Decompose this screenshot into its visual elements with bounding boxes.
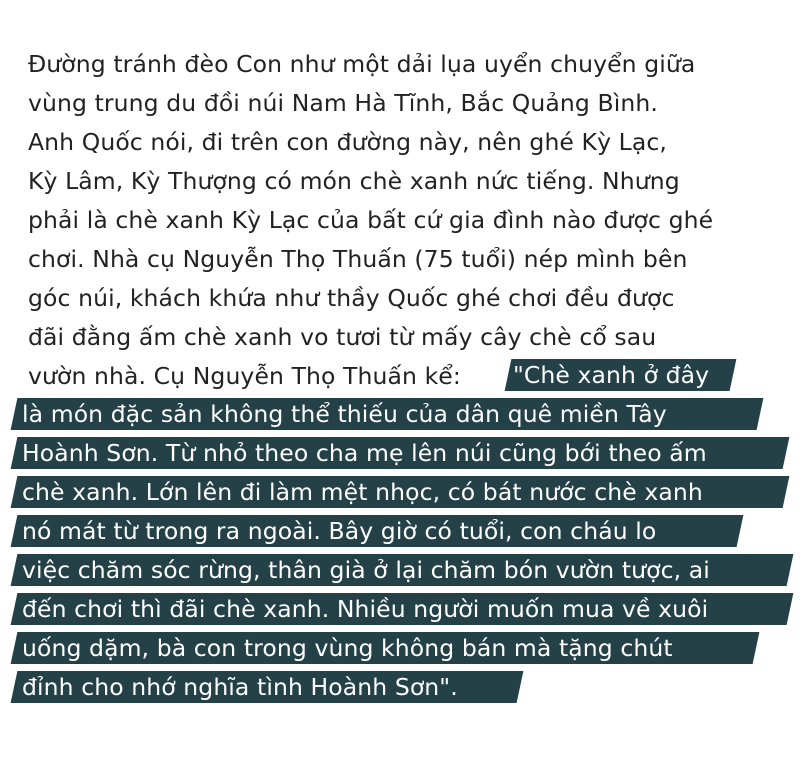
- quote-text: việc chăm sóc rừng, thân già ở lại chăm bón vườn tược, ai: [22, 556, 710, 584]
- quote-text: nó mát từ trong ra ngoài. Bây giờ có tuổi, con cháu lo: [22, 517, 657, 545]
- quote-text: đến chơi thì đãi chè xanh. Nhiều người muốn mua về xuôi: [22, 595, 709, 623]
- paragraph-line-text: Kỳ Lâm, Kỳ Thượng có món chè xanh nức tiếng. Nhưng: [28, 167, 680, 195]
- paragraph-line-text: Anh Quốc nói, đi trên con đường này, nên ghé Kỳ Lạc,: [28, 128, 667, 156]
- quote-text: đỉnh cho nhớ nghĩa tình Hoành Sơn".: [22, 673, 458, 701]
- quote-text: "Chè xanh ở đây: [513, 361, 710, 389]
- paragraph-line-text: vùng trung du đồi núi Nam Hà Tĩnh, Bắc Quảng Bình.: [28, 89, 658, 117]
- paragraph-line-text: phải là chè xanh Kỳ Lạc của bất cứ gia đình nào được ghé: [28, 206, 714, 234]
- paragraph-line-text: đãi đằng ấm chè xanh vo tươi từ mấy cây chè cổ sau: [28, 323, 657, 351]
- quote-text: uống dặm, bà con trong vùng không bán mà tặng chút: [22, 634, 673, 662]
- paragraph-line-text: góc núi, khách khứa như thầy Quốc ghé chơi đều được: [28, 284, 675, 312]
- paragraph-line-text: Đường tránh đèo Con như một dải lụa uyển chuyển giữa: [28, 50, 696, 78]
- paragraph-line-text: chơi. Nhà cụ Nguyễn Thọ Thuấn (75 tuổi) nép mình bên: [28, 245, 688, 273]
- paragraph-line-text: vườn nhà. Cụ Nguyễn Thọ Thuấn kể:: [28, 362, 461, 390]
- quote-text: Hoành Sơn. Từ nhỏ theo cha mẹ lên núi cũng bới theo ấm: [22, 439, 707, 467]
- quote-text: là món đặc sản không thể thiếu của dân quê miền Tây: [22, 400, 667, 428]
- quote-text: chè xanh. Lớn lên đi làm mệt nhọc, có bát nước chè xanh: [22, 478, 703, 506]
